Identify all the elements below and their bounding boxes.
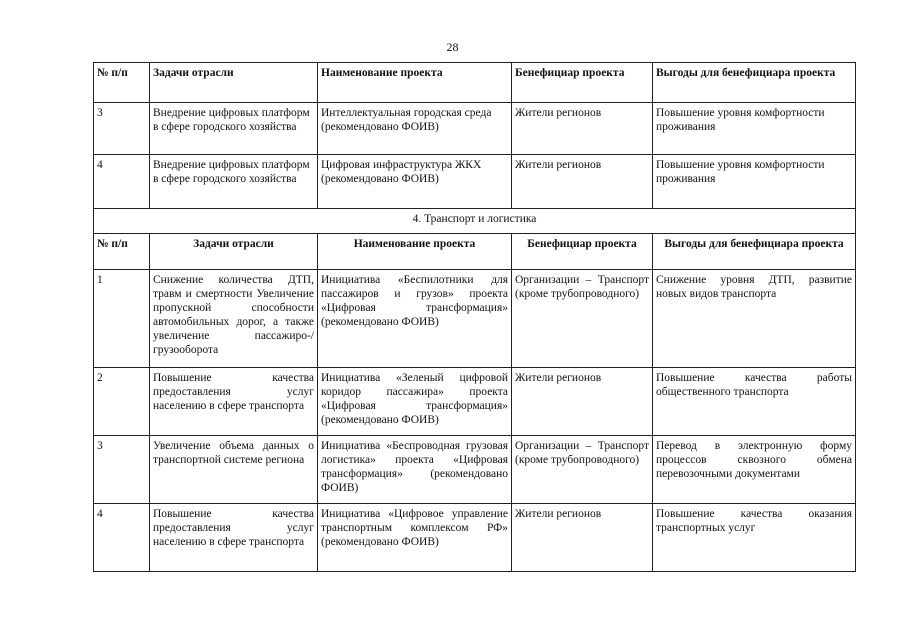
table-header-row <box>94 63 856 103</box>
table-row <box>94 368 856 436</box>
cell-project: Цифровая инфраструктура ЖКХ (рекомендовано ФОИВ) <box>318 155 512 209</box>
cell-num: 4 <box>94 504 150 572</box>
header-num: № п/п <box>94 63 150 103</box>
header-task: Задачи отрасли <box>150 63 318 103</box>
table-row <box>94 270 856 368</box>
header-project: Наименование проекта <box>318 234 512 270</box>
cell-beneficiary: Жители регионов <box>512 368 653 436</box>
cell-project: Инициатива «Цифровое управление транспортным комплексом РФ» (рекомендовано ФОИВ) <box>318 504 512 572</box>
cell-task: Снижение количества ДТП, травм и смертности Увеличение пропускной способности автомобильных дорог, а также увеличение пассажиро-/грузооборота <box>150 270 318 368</box>
cell-num: 4 <box>94 155 150 209</box>
cell-num: 1 <box>94 270 150 368</box>
cell-benefits: Повышение качества работы общественного транспорта <box>653 368 856 436</box>
cell-project: Инициатива «Беспроводная грузовая логистика» проекта «Цифровая трансформация» (рекомендовано ФОИВ) <box>318 436 512 504</box>
cell-benefits: Повышение уровня комфортности проживания <box>653 103 856 155</box>
cell-beneficiary: Жители регионов <box>512 155 653 209</box>
cell-project: Интеллектуальная городская среда (рекомендовано ФОИВ) <box>318 103 512 155</box>
cell-task: Внедрение цифровых платформ в сфере городского хозяйства <box>150 103 318 155</box>
cell-num: 3 <box>94 436 150 504</box>
cell-project: Инициатива «Беспилотники для пассажиров и грузов» проекта «Цифровая трансформация» (рекомендовано ФОИВ) <box>318 270 512 368</box>
table-row <box>94 103 856 155</box>
cell-num: 3 <box>94 103 150 155</box>
cell-project: Инициатива «Зеленый цифровой коридор пассажира» проекта «Цифровая трансформация» (рекомендовано ФОИВ) <box>318 368 512 436</box>
cell-benefits: Повышение качества оказания транспортных услуг <box>653 504 856 572</box>
cell-task: Повышение качества предоставления услуг населению в сфере транспорта <box>150 368 318 436</box>
cell-beneficiary: Жители регионов <box>512 504 653 572</box>
cell-benefits: Снижение уровня ДТП, развитие новых видов транспорта <box>653 270 856 368</box>
header-beneficiary: Бенефициар проекта <box>512 234 653 270</box>
table-row <box>94 155 856 209</box>
projects-table <box>93 62 856 572</box>
table-row <box>94 436 856 504</box>
section-row <box>94 209 856 234</box>
cell-benefits: Повышение уровня комфортности проживания <box>653 155 856 209</box>
cell-task: Увеличение объема данных о транспортной системе региона <box>150 436 318 504</box>
header-benefits: Выгоды для бенефициара проекта <box>653 234 856 270</box>
cell-beneficiary: Организации – Транспорт (кроме трубопроводного) <box>512 270 653 368</box>
cell-task: Повышение качества предоставления услуг населению в сфере транспорта <box>150 504 318 572</box>
header-num: № п/п <box>94 234 150 270</box>
header-project: Наименование проекта <box>318 63 512 103</box>
cell-task: Внедрение цифровых платформ в сфере городского хозяйства <box>150 155 318 209</box>
header-benefits: Выгоды для бенефициара проекта <box>653 63 856 103</box>
table-header-row <box>94 234 856 270</box>
cell-beneficiary: Организации – Транспорт (кроме трубопроводного) <box>512 436 653 504</box>
header-beneficiary: Бенефициар проекта <box>512 63 653 103</box>
header-task: Задачи отрасли <box>150 234 318 270</box>
cell-num: 2 <box>94 368 150 436</box>
section-title: 4. Транспорт и логистика <box>94 209 856 234</box>
page-number: 28 <box>446 40 459 54</box>
cell-benefits: Перевод в электронную форму процессов сквозного обмена перевозочными документами <box>653 436 856 504</box>
table-row <box>94 504 856 572</box>
cell-beneficiary: Жители регионов <box>512 103 653 155</box>
